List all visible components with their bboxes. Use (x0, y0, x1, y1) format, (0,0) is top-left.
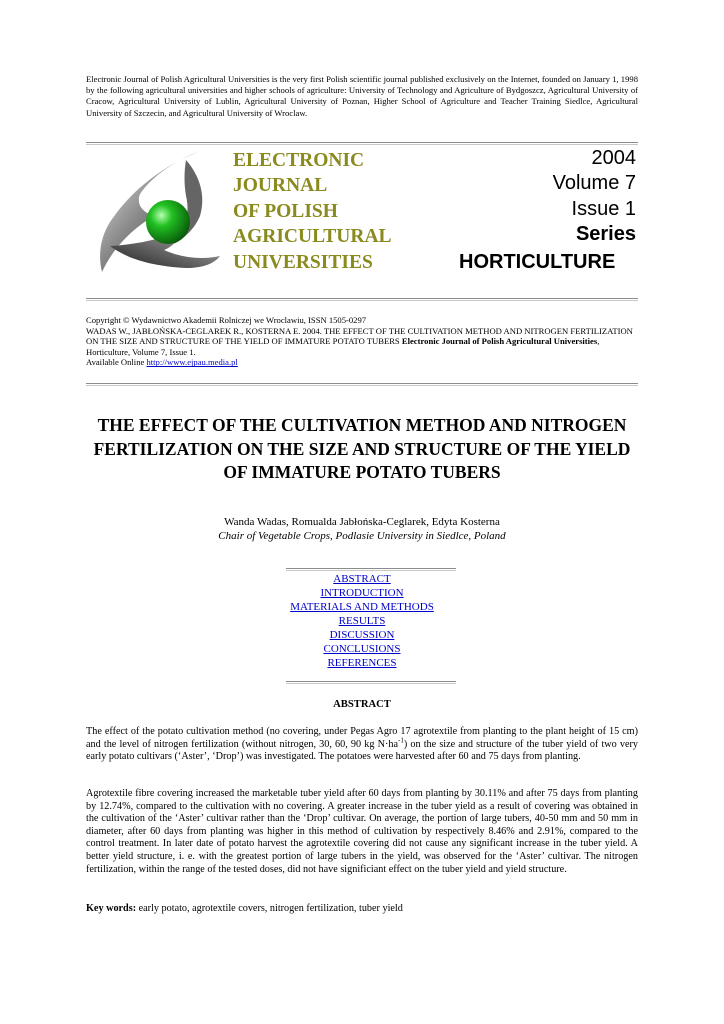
journal-title-line: AGRICULTURAL (233, 226, 392, 248)
keywords (86, 903, 638, 916)
citation-journal: Electronic Journal of Polish Agricultural Universities (401, 336, 598, 347)
citation-tail: , Horticulture, Volume 7, Issue 1. (86, 336, 600, 357)
toc-link-introduction[interactable]: INTRODUCTION (320, 587, 404, 599)
journal-title-line: OF POLISH (233, 200, 338, 222)
toc-top-rule (286, 568, 456, 571)
toc-link-discussion[interactable]: DISCUSSION (329, 629, 395, 641)
journal-intro-note: Electronic Journal of Polish Agricultural Universities is the very first Polish scientific journal published exclusively on the Internet, founded on January 1, 1998 by the following agricultural universities and higher schools of agriculture: University of Technology and Agriculture of Bydgoszcz, Agricultural University of Cracow, Agricultural University of Lublin, Agricultural University of Poznan, Higher School of Agriculture and Teacher Training Siedlce, Agricultural University of Szczecin, and Agricultural University of Wroclaw. (86, 74, 638, 118)
toc-link-results[interactable]: RESULTS (338, 615, 386, 627)
article-authors: Wanda Wadas, Romualda Jabłońska-Ceglarek, Edyta Kosterna (224, 516, 500, 528)
issue-volume: Volume 7 (552, 172, 636, 195)
article-title: THE EFFECT OF THE CULTIVATION METHOD AND NITROGEN FERTILIZATION ON THE SIZE AND STRUCTURE OF THE YIELD OF IMMATURE POTATO TUBERS (93, 415, 631, 483)
toc-link-references[interactable]: REFERENCES (327, 657, 397, 669)
journal-logo (90, 146, 222, 278)
journal-title (233, 148, 392, 275)
copyright-block (86, 315, 638, 368)
issue-info (553, 146, 636, 248)
abstract-p1-superscript: -1 (397, 736, 404, 745)
issue-year: 2004 (591, 147, 636, 169)
table-of-contents (236, 572, 488, 670)
toc-link-abstract[interactable]: ABSTRACT (333, 573, 391, 585)
journal-url-link[interactable]: http://www.ejpau.media.pl (146, 357, 238, 368)
abstract-paragraph-1 (86, 726, 638, 764)
abstract-p1-text-cont: ) on the size and structure of the tuber yield of two very early potato cultivars (‘Aster’, ‘Drop’) was investigated. The potatoes were harvested after 60 and 75 days from planting. (86, 738, 638, 763)
copyright-line: Copyright © Wydawnictwo Akademii Rolniczej we Wroclawiu, ISSN 1505-0297 (86, 315, 367, 325)
journal-title-line: JOURNAL (233, 175, 328, 197)
abstract-p1-text: The effect of the potato cultivation method (no covering, under Pegas Agro 17 agrotextile from planting to the plant height of 15 cm) and the level of nitrogen fertilization (without nitrogen, 30, 60, 90 kg N·ha (86, 726, 638, 750)
copyright-bottom-rule (86, 383, 638, 386)
journal-logo-graphic (90, 146, 222, 278)
series-label: Series (575, 223, 636, 246)
toc-link-materials-and-methods[interactable]: MATERIALS AND METHODS (290, 601, 434, 613)
header-top-rule (86, 142, 638, 145)
toc-link-conclusions[interactable]: CONCLUSIONS (323, 643, 401, 655)
article-affiliation: Chair of Vegetable Crops, Podlasie University in Siedlce, Poland (218, 530, 506, 542)
keywords-text: early potato, agrotextile covers, nitrogen fertilization, tuber yield (136, 903, 403, 914)
toc-bottom-rule (286, 681, 456, 684)
issue-number: Issue 1 (571, 197, 636, 220)
citation-text: WADAS W., JABŁOŃSKA-CEGLAREK R., KOSTERNA E. 2004. THE EFFECT OF THE CULTIVATION METHOD AND NITROGEN FERTILIZATION ON THE SIZE AND STRUCTURE OF THE YIELD OF IMMATURE POTATO TUBERS (86, 325, 633, 347)
journal-title-line: ELECTRONIC (233, 150, 365, 171)
available-online (86, 357, 638, 368)
journal-title-line: UNIVERSITIES (233, 251, 373, 273)
header-bottom-rule (86, 298, 638, 301)
citation (86, 326, 638, 358)
abstract-paragraph-2: Agrotextile fibre covering increased the marketable tuber yield after 60 days from planting by 30.11% and after 75 days from planting by 12.74%, compared to the cultivation with no covering. A greater increase in the tuber yield as a result of covering was obtained in the cultivation of the ‘Aster’ cultivar rather than the ‘Drop’ cultivar. On average, the portion of large tubers, 40-50 mm and 50 mm in diameter, after 60 days from planting was higher in this method of cultivation by respectively 8.46% and 2.91%, compared to the control treatment. In later date of potato harvest the agrotextile covering did not cause any significant increase in the tuber yield. A better yield structure, i. e. with the greatest portion of large tubers in the yield, was observed for the ‘Aster’ cultivar. The nitrogen fertilization, within the range of the tested doses, did not have significiant effect on the tuber yield and yield structure. (86, 788, 638, 875)
keywords-label: Key words: (86, 903, 137, 914)
series-name: HORTICULTURE (459, 251, 616, 273)
abstract-heading: ABSTRACT (333, 699, 391, 710)
available-label: Available Online (86, 357, 147, 368)
